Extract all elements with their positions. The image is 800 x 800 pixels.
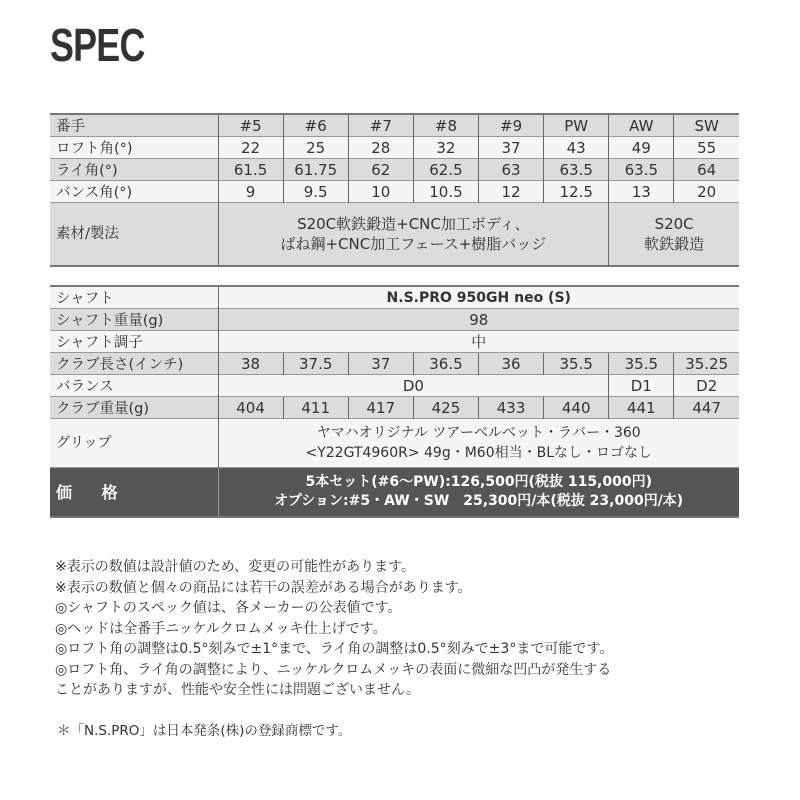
- row-grip: [50, 419, 739, 468]
- trademark-note: ＊「N.S.PRO」は日本発条(株)の登録商標です。: [57, 723, 352, 739]
- note: ※表示の数値は設計値のため、変更の可能性があります。: [55, 559, 416, 575]
- cell: 37.5: [283, 353, 348, 375]
- row-lie: [50, 159, 739, 181]
- cell: 43: [544, 137, 609, 159]
- note: ことがありますが、性能や安全性には問題ございません。: [55, 682, 420, 698]
- grip-cell: [218, 419, 739, 468]
- cell: 22: [218, 137, 283, 159]
- row-label: シャフト: [50, 286, 218, 309]
- cell: #5: [218, 114, 283, 137]
- cell: #7: [348, 114, 413, 137]
- cell: #6: [283, 114, 348, 137]
- head-spec-table: [50, 113, 739, 267]
- cell: #8: [413, 114, 478, 137]
- cell: 98: [218, 309, 739, 331]
- cell: 12.5: [544, 181, 609, 203]
- cell: 36: [479, 353, 544, 375]
- material-wedge-cell: [609, 203, 739, 267]
- cell: 36.5: [413, 353, 478, 375]
- row-label: 価 格: [50, 468, 218, 518]
- cell: 35.5: [609, 353, 674, 375]
- note: ◎ロフト角、ライ角の調整により、ニッケルクロムメッキの表面に微細な凹凸が発生する: [55, 661, 612, 678]
- shaft-spec-table: [50, 285, 739, 518]
- row-label: 番手: [50, 114, 218, 137]
- row-balance: [50, 375, 739, 397]
- cell: 10.5: [413, 181, 478, 203]
- price-cell: [218, 468, 739, 518]
- note: ◎ヘッドは全番手ニッケルクロムメッキ仕上げです。: [55, 620, 387, 637]
- row-label: ロフト角(°): [50, 137, 218, 159]
- row-label: バンス角(°): [50, 181, 218, 203]
- cell: 37: [479, 137, 544, 159]
- page-title: SPEC: [50, 19, 145, 71]
- row-club-length: [50, 353, 739, 375]
- material-main-line2: ばね鋼+CNC加工フェース+樹脂バッジ: [280, 235, 547, 253]
- cell: 35.25: [674, 353, 739, 375]
- row-price: [50, 468, 739, 518]
- cell: 61.5: [218, 159, 283, 181]
- cell: 433: [479, 397, 544, 419]
- cell: 38: [218, 353, 283, 375]
- cell: 28: [348, 137, 413, 159]
- row-shaft-flex-point: [50, 331, 739, 353]
- cell: 411: [283, 397, 348, 419]
- cell: 62.5: [413, 159, 478, 181]
- note: ◎シャフトのスペック値は、各メーカーの公表値です。: [55, 600, 402, 616]
- cell: 12: [479, 181, 544, 203]
- grip-line2: <Y22GT4960R> 49g・M60相当・BLなし・ロゴなし: [305, 445, 653, 461]
- cell: #9: [479, 114, 544, 137]
- cell: SW: [674, 114, 739, 137]
- cell: 404: [218, 397, 283, 419]
- cell: PW: [544, 114, 609, 137]
- cell: D1: [609, 375, 674, 397]
- row-club-weight: [50, 397, 739, 419]
- cell: 63.5: [544, 159, 609, 181]
- cell: 441: [609, 397, 674, 419]
- grip-line1: ヤマハオリジナル ツアーベルベット・ラバー・360: [316, 425, 641, 441]
- cell: D0: [218, 375, 609, 397]
- material-wedge-line1: S20C: [654, 215, 694, 233]
- cell: 425: [413, 397, 478, 419]
- cell: 25: [283, 137, 348, 159]
- note: ※表示の数値と個々の商品には若干の誤差がある場合があります。: [55, 579, 472, 596]
- row-label: クラブ重量(g): [50, 397, 218, 419]
- cell: 13: [609, 181, 674, 203]
- row-label: クラブ長さ(インチ): [50, 353, 218, 375]
- cell: 64: [674, 159, 739, 181]
- price-line2: オプション:#5・AW・SW 25,300円/本(税抜 23,000円/本): [274, 493, 684, 509]
- cell: 440: [544, 397, 609, 419]
- row-label: バランス: [50, 375, 218, 397]
- cell: AW: [609, 114, 674, 137]
- shaft-model: N.S.PRO 950GH neo (S): [218, 286, 739, 309]
- cell: 35.5: [544, 353, 609, 375]
- row-label: ライ角(°): [50, 159, 218, 181]
- cell: 61.75: [283, 159, 348, 181]
- row-label: シャフト重量(g): [50, 309, 218, 331]
- material-main-line1: S20C軟鉄鍛造+CNC加工ボディ、: [297, 215, 530, 233]
- price-line1: 5本セット(#6〜PW):126,500円(税抜 115,000円): [305, 474, 652, 490]
- cell: 9.5: [283, 181, 348, 203]
- cell: 9: [218, 181, 283, 203]
- notes: [55, 557, 613, 701]
- row-loft: [50, 137, 739, 159]
- cell: 63.5: [609, 159, 674, 181]
- material-main-cell: [218, 203, 609, 267]
- cell: 55: [674, 137, 739, 159]
- row-label: 素材/製法: [50, 203, 218, 267]
- row-shaft: [50, 286, 739, 309]
- row-bounce: [50, 181, 739, 203]
- cell: 32: [413, 137, 478, 159]
- row-label: シャフト調子: [50, 331, 218, 353]
- row-label: グリップ: [50, 419, 218, 468]
- cell: 447: [674, 397, 739, 419]
- cell: 37: [348, 353, 413, 375]
- cell: 63: [479, 159, 544, 181]
- cell: 49: [609, 137, 674, 159]
- cell: 417: [348, 397, 413, 419]
- row-material: [50, 203, 739, 267]
- cell: 62: [348, 159, 413, 181]
- row-shaft-weight: [50, 309, 739, 331]
- material-wedge-line2: 軟鉄鍛造: [644, 235, 705, 253]
- note: ◎ロフト角の調整は0.5°刻みで±1°まで、ライ角の調整は0.5°刻みで±3°まで可能です。: [55, 641, 614, 657]
- cell: 20: [674, 181, 739, 203]
- cell: 10: [348, 181, 413, 203]
- row-number: [50, 114, 739, 137]
- cell: 中: [218, 331, 739, 353]
- cell: D2: [674, 375, 739, 397]
